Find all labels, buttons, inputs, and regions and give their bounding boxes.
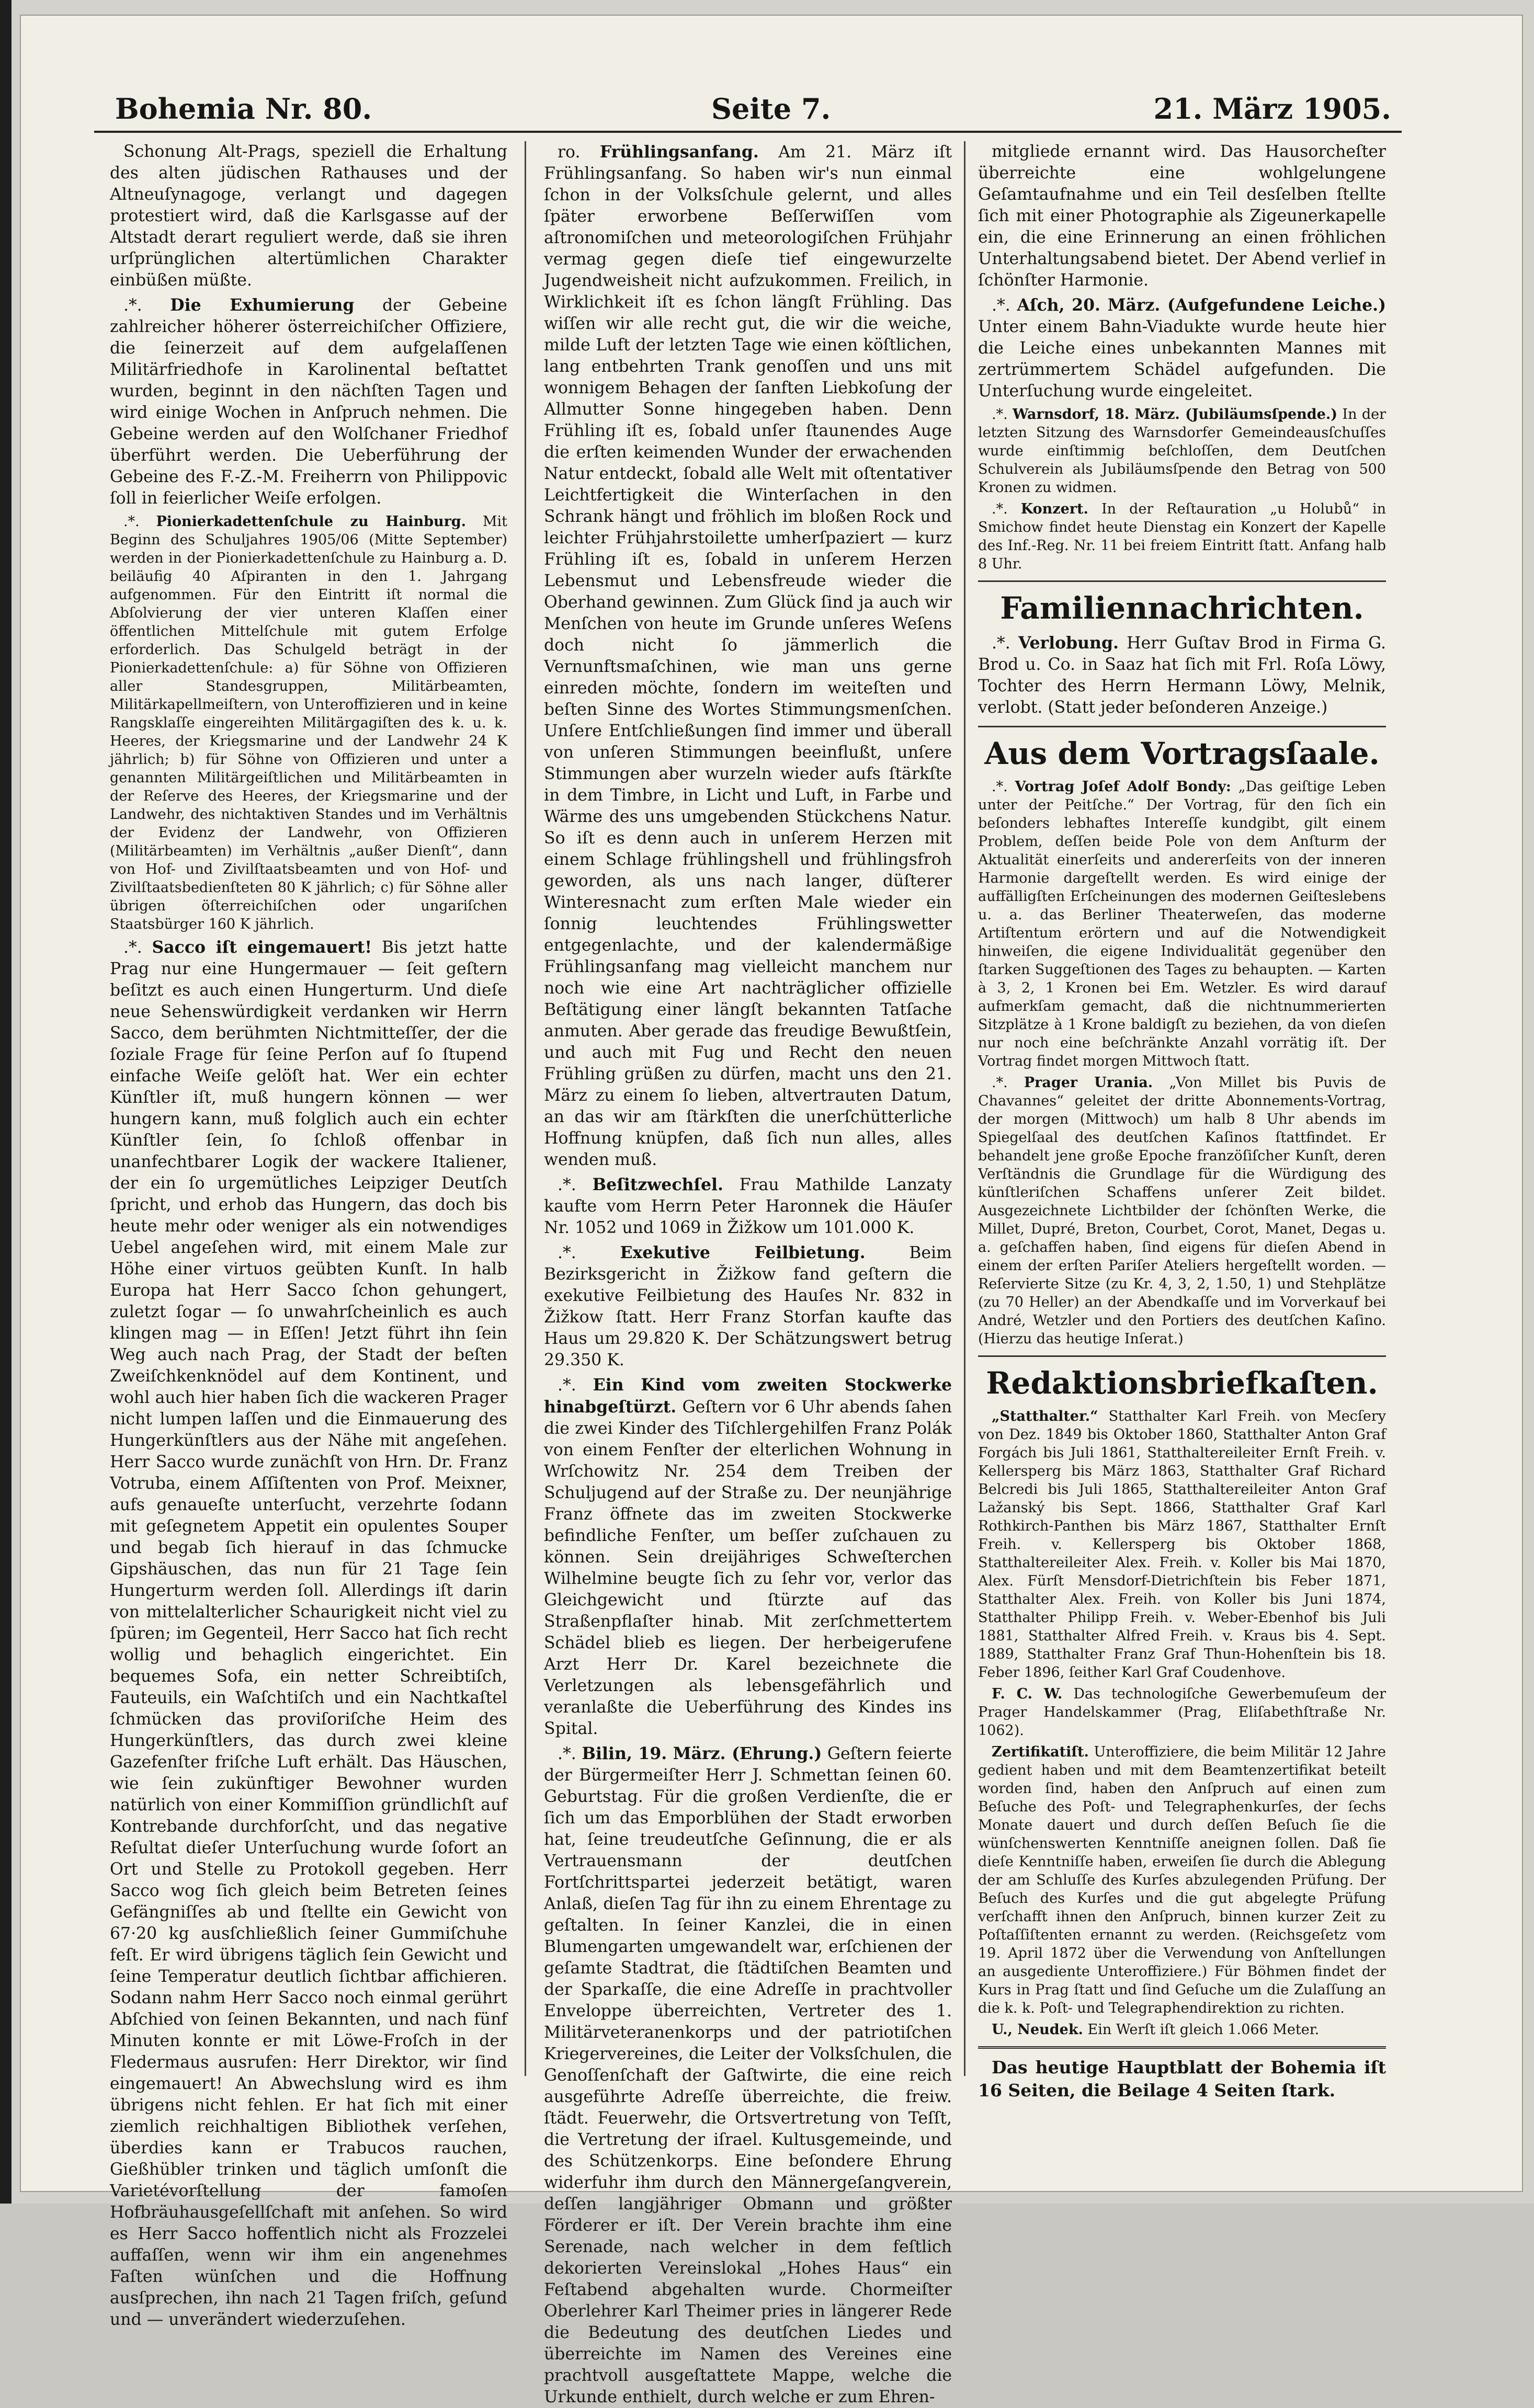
section-heading-editor: Redaktionsbriefkaſten.: [986, 1365, 1378, 1401]
column-2: [544, 141, 952, 2406]
article-headline: Konzert.: [1020, 501, 1088, 517]
article-continuation: mitgliede ernannt wird. Das Hausorcheſter überreichte eine wohlgelungene Geſamtaufnahme und ein Teil desſelben ſtellte ſich mit einer Photographie als Zigeunerkapelle ein, die eine Erinnerung an einen fröhlichen Unterhaltungsabend bietet. Der Abend verlief in ſchönſter Harmonie.: [978, 142, 1386, 290]
article-headline: Sacco iſt eingemauert!: [152, 938, 372, 957]
section-divider: [978, 1355, 1386, 1357]
article-headline: Ein Kind vom zweiten Stockwerke hinabgeſtürzt.: [544, 1375, 952, 1417]
article-headline: Prager Urania.: [1024, 1075, 1153, 1091]
column-1: [110, 141, 508, 2329]
article-headline: U., Neudek.: [992, 2022, 1083, 2038]
article-headline: Zertifikatiſt.: [992, 1744, 1089, 1760]
article-bilin: .*. Bilin, 19. März. (Ehrung.) Geſtern feierte der Bürgermeiſter Herr J. Schmettan ſeinen 60. Geburtstag. Für die großen Verdienſte, die er ſich um das Emporblühen der Stadt erworben hat, ſeine treudeutſche Geſinnung, die er als Vertrauensmann der deutſchen Fortſchrittspartei jederzeit betätigt, waren Anlaß, dieſen Tag für ihn zu einem Ehrentage zu geſtalten. In ſeiner Kanzlei, die in einen Blumengarten umgewandelt war, erſchienen der geſamte Stadtrat, die ſtädtiſchen Beamten und der Sparkaſſe, die eine Adreſſe in prachtvoller Enveloppe überreichten, Vertreter des 1. Militärveteranenkorps und der patriotiſchen Kriegervereines, die Leiter der Volksſchulen, die Genoſſenſchaft der Gaſtwirte, die eine reich ausgeführte Adreſſe überreichte, die freiw. ſtädt. Feuerwehr, die Ortsvertretung von Teſſt, die Vertretung der iſrael. Kultusgemeinde, und des Schützenkorps. Eine beſondere Ehrung widerfuhr ihm durch den Männergeſangverein, deſſen langjähriger Obmann und größter Förderer er iſt. Der Verein brachte ihm eine Serenade, nach welcher in dem feſtlich dekorierten Vereinslokal „Hohes Haus“ ein Feſtabend abgehalten wurde. Chormeiſter Oberlehrer Karl Theimer pries in längerer Rede die Bedeutung des deutſchen Liedes und überreichte im Namen des Vereines eine prachtvoll ausgeſtattete Mappe, welche die Urkunde enthielt, durch welche er zum Ehren-: [544, 1744, 952, 2406]
newspaper-page: [21, 16, 1522, 2406]
article-headline: Pionierkadettenſchule zu Hainburg.: [156, 513, 467, 530]
article-bondy-lecture: .*. Vortrag Joſef Adolf Bondy: „Das geiſtige Leben unter der Peitſche.“ Der Vortrag, für den ſich ein beſonders lebhaftes Intereſſe kundgibt, gilt einem Problem, deſſen beide Pole von dem Anſturm der Aktualität einerſeits und andererſeits von der inneren Harmonie dargeſtellt werden. Es wird einige der auffälligſten Erſcheinungen des modernen Geiſteslebens u. a. das Berliner Theaterweſen, das moderne Artiſtentum erörtern und auf die Notwendigkeit hinweiſen, die eigene Individualität gegenüber den ſtarken Suggeſtionen des Tages zu behaupten. — Karten à 3, 2, 1 Kronen bei Em. Wetzler. Es wird darauf aufmerkſam gemacht, daß die nichtnummerierten Sitzplätze à 1 Krone baldigſt zu beziehen, da von dieſen nur noch eine beſchränkte Anzahl vorrätig iſt. Der Vortrag findet morgen Mittwoch ſtatt.: [978, 779, 1386, 1069]
page-header: [94, 78, 1402, 133]
article-auction: .*. Exekutive Feilbietung. Beim Bezirksgericht in Žižkow fand geſtern die exekutive Feilbietung des Hauſes Nr. 832 in Žižkow ſtatt. Herr Franz Storfan kaufte das Haus um 29.820 K. Der Schätzungswert betrug 29.350 K.: [544, 1243, 952, 1370]
column-rule: [525, 141, 526, 2076]
article-asch: .*. Aſch, 20. März. (Aufgefundene Leiche.) Unter einem Bahn-Viadukte wurde heute hier die Leiche eines unbekannten Mannes mit zertrümmertem Schädel aufgefunden. Die Unterſuchung wurde eingeleitet.: [978, 295, 1386, 401]
section-divider: [978, 2046, 1386, 2049]
article-headline: „Statthalter.“: [992, 1408, 1098, 1424]
article-headline: Bilin, 19. März. (Ehrung.): [582, 1744, 822, 1763]
article-headline: Exekutive Feilbietung.: [620, 1243, 866, 1262]
article-headline: Die Exhumierung: [170, 295, 355, 315]
issue-date: 21. März 1905.: [1153, 92, 1391, 125]
article-headline: Verlobung.: [1018, 633, 1119, 653]
article-property-change: .*. Beſitzwechſel. Frau Mathilde Lanzaty kaufte vom Herrn Peter Haronnek die Häuſer Nr. 1052 und 1069 in Žižkow um 101.000 K.: [544, 1175, 952, 1237]
article-headline: Warnsdorf, 18. März. (Jubiläumsſpende.): [1013, 406, 1338, 423]
section-heading-family: Familiennachrichten.: [1000, 590, 1364, 626]
article-urania: .*. Prager Urania. „Von Millet bis Puvis de Chavannes“ geleitet der dritte Abonnements-Vortrag, der morgen (Mittwoch) um halb 8 Uhr abends im Spiegelſaal des deutſchen Kaſinos ſtattfindet. Er behandelt jene große Epoche franzöſiſcher Kunſt, deren Verſtändnis die Grundlage für die Würdigung des künſtleriſchen Schaffens unſerer Zeit bildet. Ausgezeichnete Lichtbilder der ſchönſten Werke, die Millet, Dupré, Breton, Courbet, Corot, Manet, Degas u. a. geſchaffen haben, ſind eigens für dieſen Abend in einem der erſten Pariſer Ateliers hergeſtellt worden. — Reſervierte Sitze (zu Kr. 4, 3, 2, 1.50, 1) und Stehplätze (zu 70 Heller) an der Abendkaſſe und im Vorverkauf bei André, Wetzler und den Portiers des deutſchen Kaſino. (Hierzu das heutige Inſerat.): [978, 1075, 1386, 1347]
article-headline: Aſch, 20. März. (Aufgefundene Leiche.): [1017, 295, 1386, 315]
article-child-fall: .*. Ein Kind vom zweiten Stockwerke hinabgeſtürzt. Geſtern vor 6 Uhr abends ſahen die zwei Kinder des Tiſchlergehilfen Franz Polák von einem Fenſter der elterlichen Wohnung in Wrſchowitz Nr. 254 dem Treiben der Schuljugend auf der Straße zu. Der neunjährige Franz öffnete das im zweiten Stockwerke befindliche Fenſter, um beſſer zuſchauen zu können. Sein dreijähriges Schweſterchen Wilhelmine beugte ſich zu ſehr vor, verlor das Gleichgewicht und ſtürzte auf das Straßenpflaſter hinab. Mit zerſchmettertem Schädel blieb es liegen. Der herbeigerufene Arzt Herr Dr. Karel bezeichnete die Verletzungen als lebensgefährlich und veranlaßte die Ueberführung des Kindes ins Spital.: [544, 1375, 952, 1738]
section-divider: [978, 726, 1386, 727]
viewer-edge: [0, 0, 12, 2204]
article-concert: .*. Konzert. In der Reſtauration „u Holubů“ in Smichow findet heute Dienstag ein Konzert der Kapelle des Inf.-Reg. Nr. 11 bei freiem Eintritt ſtatt. Anfang halb 8 Uhr.: [978, 501, 1386, 572]
article-paragraph: Schonung Alt-Prags, speziell die Erhaltung des alten jüdischen Rathauses und der Altneuſynagoge, verlangt und dagegen protestiert wird, daß die Karlsgasse auf der Altstadt derart reguliert werde, daß sie ihren urſprünglichen altertümlichen Charakter einbüßen müßte.: [110, 142, 507, 290]
article-headline: F. C. W.: [992, 1686, 1063, 1702]
column-3: [978, 141, 1387, 2101]
masthead-issue: Bohemia Nr. 80.: [115, 92, 372, 125]
article-sacco: .*. Sacco iſt eingemauert! Bis jetzt hatte Prag nur eine Hungermauer — ſeit geſtern beſitzt es auch einen Hungerturm. Und dieſe neue Sehenswürdigkeit verdanken wir Herrn Sacco, dem berühmten Nichtmitteſſer, der die ſoziale Frage für ſeine Perſon auf ſo ſtupend einfache Weiſe gelöſt hat. Wer ein echter Künſtler iſt, muß hungern können — wer hungern kann, muß folglich auch ein echter Künſtler ſein, ſo ſchloß offenbar in unanfechtbarer Logik der wackere Italiener, der ein ſo urgemütliches Leipziger Deutſch ſpricht, und erhob das Hungern, das doch bis heute mehr oder weniger als ein notwendiges Uebel angeſehen wird, mit einem Male zur Höhe einer virtuos geübten Kunſt. In halb Europa hat Herr Sacco ſchon gehungert, zuletzt ſogar — ſo unwahrſcheinlich es auch klingen mag — in Eſſen! Jetzt führt ihn ſein Weg auch nach Prag, der Stadt der beſten Zweiſchkenknödel auf dem Kontinent, und wohl auch hier haben ſich die wackeren Prager nicht lumpen laſſen und die Einmauerung des Hungerkünſtlers aus der Nähe mit angeſehen. Herr Sacco wurde zunächſt von Hrn. Dr. Franz Votruba, einem Aſſiſtenten von Prof. Meixner, aufs genaueſte unterſucht, verzehrte ſodann mit geſegnetem Appetit ein opulentes Souper und begab ſich hierauf in das ſchmucke Gipshäuschen, das nun für 21 Tage ſein Hungerturm werden ſoll. Allerdings iſt darin von mittelalterlicher Schaurigkeit nicht viel zu ſpüren; im Gegenteil, Herr Sacco hat ſich recht wollig und behaglich eingerichtet. Ein bequemes Sofa, ein netter Schreibtiſch, Fauteuils, ein Waſchtiſch und ein Nachtkaſtel ſchmücken das proviſoriſche Heim des Hungerkünſtlers, das durch zwei kleine Gazefenſter friſche Luft erhält. Das Häuschen, wie ſein zukünftiger Bewohner wurden natürlich von einer Kommiſſion gründlichſt auf Kontrebande durchforſcht, und das negative Reſultat dieſer Unterſuchung wurde ſofort an Ort und Stelle zu Protokoll gegeben. Herr Sacco wog ſich gleich beim Betreten ſeines Gefängniſſes ab und ſtellte ein Gewicht von 67·20 kg ausſchließlich ſeiner Gummiſchuhe feſt. Er wird übrigens täglich ſein Gewicht und ſeine Temperatur deutlich ſichtbar affichieren. Sodann nahm Herr Sacco noch einmal gerührt Abſchied von ſeinen Bekannten, und nach fünf Minuten konnte er mit Löwe-Froſch in der Fledermaus ausrufen: Herr Direktor, wir ſind eingemauert! An Abwechslung wird es ihm übrigens nicht fehlen. Er hat ſich mit einer ziemlich reichhaltigen Bibliothek verſehen, überdies kann er Trabucos rauchen, Gießhübler trinken und täglich umſonſt die Varietévorſtellung der famoſen Hofbräuhausgeſellſchaft mit anſehen. So wird es Herr Sacco hoffentlich nicht als Frozzelei auffaſſen, wenn wir ihm ein angenehmes Faſten wünſchen und die Hoffnung ausſprechen, ihn nach 21 Tagen friſch, geſund und — unverändert wiederzuſehen.: [110, 938, 508, 2329]
letterbox-governors: „Statthalter.“ Statthalter Karl Freih. von Mecſery von Dez. 1849 bis Oktober 1860, Statthalter Anton Graf Forgách bis Juli 1861, Statthaltereileiter Ernſt Freih. v. Kellersperg bis März 1863, Statthalter Graf Richard Belcredi bis Juli 1865, Statthaltereileiter Anton Graf Lažanský bis Sept. 1866, Statthalter Graf Karl Rothkirch-Panthen bis März 1867, Statthalter Ernſt Freih. v. Kellersperg bis Oktober 1868, Statthaltereileiter Alex. Freih. v. Koller bis Mai 1870, Alex. Fürſt Mensdorf-Dietrichſtein bis Feber 1871, Statthalter Alex. Freih. von Koller bis Juni 1874, Statthalter Philipp Freih. v. Weber-Ebenhof bis Juli 1881, Statthalter Alfred Freih. v. Kraus bis 4. Sept. 1889, Statthalter Franz Graf Thun-Hohenſtein bis 18. Feber 1896, ſeither Karl Graf Coudenhove.: [978, 1408, 1386, 1681]
article-engagement: .*. Verlobung. Herr Guſtav Brod in Firma G. Brod u. Co. in Saaz hat ſich mit Frl. Roſa Löwy, Tochter des Herrn Hermann Löwy, Melnik, verlobt. (Statt jeder beſonderen Anzeige.): [978, 633, 1387, 717]
article-spring: ro. Frühlingsanfang. Am 21. März iſt Frühlingsanfang. So haben wir's nun einmal ſchon in der Volksſchule gelernt, und alles ſpäter erworbene Beſſerwiſſen vom aſtronomiſchen und meteorologiſchen Frühjahr vermag gegen dieſe tief eingewurzelte Jugendweisheit nicht aufzukommen. Freilich, in Wirklichkeit iſt es ſchon längſt Frühling. Das wiſſen wir alle recht gut, die wir die weiche, milde Luft der letzten Tage wie einen köſtlichen, lang entbehrten Trank genoſſen und uns mit wonnigem Behagen der ſanften Liebkoſung der Allmutter Sonne hingegeben haben. Denn Frühling iſt es, ſobald unſer ſtaunendes Auge die erſten keimenden Wunder der erwachenden Natur entdeckt, ſobald alle Welt mit oſtentativer Leichtfertigkeit die Winterſachen in den Schrank hängt und fröhlich im bloßen Rock und leichter Frühjahrstoilette umherſpaziert — kurz Frühling iſt es, ſobald in unſerem Herzen Lebensmut und Lebensfreude wieder die Oberhand gewinnen. Zum Glück ſind ja auch wir Menſchen von heute im Grunde unſeres Weſens doch nicht ſo jämmerlich die Vernunftsmaſchinen, wie man uns gerne einreden möchte, ſondern im weiteſten und beſten Sinne des Wortes Stimmungsmenſchen. Unſere Entſchließungen ſind immer und überall von unſeren Stimmungen beeinflußt, unſere Stimmungen aber wurzeln wieder aufs ſtärkſte in dem Timbre, in Licht und Luft, in Farbe und Wärme des uns umgebenden Stückchens Natur. So iſt es denn auch in unſerem Herzen mit einem Schlage frühlingshell und frühlingsfroh geworden, als uns nach langer, düſterer Winteresnacht zum erſten Male wieder ein ſonnig leuchtendes Frühlingswetter entgegenlachte, und der kalendermäßige Frühlingsanfang mag vielleicht manchem nur noch wie eine Art nachträglicher offizielle Beſtätigung einer längſt bekannten Tatſache anmuten. Aber gerade das freudige Bewußtſein, und auch mit Fug und Recht den neuen Frühling grüßen zu dürfen, macht uns den 21. März zu einem ſo lieben, altvertrauten Datum, an das wir am ſtärkſten die unerſchütterliche Hoffnung knüpfen, daß ſich nun alles, alles wenden muß.: [544, 142, 952, 1169]
page-number: Seite 7.: [711, 92, 831, 125]
section-divider: [978, 580, 1386, 582]
article-pioneer-school: .*. Pionierkadettenſchule zu Hainburg. Mit Beginn des Schuljahres 1905/06 (Mitte September) werden in der Pionierkadettenſchule zu Hainburg a. D. beiläufig 40 Aſpiranten in den 1. Jahrgang aufgenommen. Für den Eintritt iſt normal die Abſolvierung der vier unteren Klaſſen einer öffentlichen Mittelſchule mit gutem Erfolge erforderlich. Das Schulgeld beträgt in der Pionierkadettenſchule: a) für Söhne von Offizieren aller Standesgruppen, Militärbeamten, Militärkapellmeiſtern, von Unteroffizieren und in keine Rangsklaſſe eingereihten Militärgagiſten des k. u. k. Heeres, der Kriegsmarine und der Landwehr 24 K jährlich; b) für Söhne von Offizieren und unter a genannten Militärgeiſtlichen und Militärbeamten in der Reſerve des Heeres, der Kriegsmarine und der Landwehr, des nichtaktiven Standes und im Verhältnis der Evidenz der Landwehr, von Offizieren (Militärbeamten) im Verhältnis „außer Dienſt“, dann von Hof- und Zivilſtaatsbeamten und von Hof- und Zivilſtaatsbedienſteten 80 K jährlich; c) für Söhne aller übrigen öſterreichiſchen oder ungariſchen Staatsbürger 160 K jährlich.: [110, 513, 507, 932]
article-exhumation: .*. Die Exhumierung der Gebeine zahlreicher höherer österreichiſcher Offiziere, die ſeinerzeit auf dem aufgelaſſenen Militärfriedhofe in Karolinental beſtattet wurden, beginnt in den nächſten Tagen und wird einige Wochen in Anſpruch nehmen. Die Gebeine werden auf den Wolſchaner Friedhof überführt werden. Die Ueberführung der Gebeine des F.-Z.-M. Freiherrn von Philippovic ſoll in feierlicher Weiſe erfolgen.: [110, 295, 507, 508]
letterbox-certificate: Zertifikatiſt. Unteroffiziere, die beim Militär 12 Jahre gedient haben und mit dem Beamtenzertifikat beteilt worden ſind, haben den Anſpruch auf einen zum Beſuche des Poſt- und Telegraphenkurſes, der ſechs Monate dauert und durch deſſen Beſuch ſie die wünſchenswerten Kenntniſſe aneignen ſollen. Daß ſie dieſe Kenntniſſe haben, erweiſen ſie durch die Ablegung der am Schluſſe des Kurſes abzulegenden Prüfung. Der Beſuch des Kurſes und die gut abgelegte Prüfung verſchafft ihnen den Anſpruch, binnen kurzer Zeit zu Poſtaſſiſtenten ernannt zu werden. (Reichsgeſetz vom 19. April 1872 über die Verwendung von Anſtellungen an ausgediente Unteroffiziere.) Für Böhmen findet der Kurs in Prag ſtatt und ſind Geſuche um die Zulaſſung an die k. k. Poſt- und Telegraphendirektion zu richten.: [978, 1744, 1386, 2016]
article-warnsdorf: .*. Warnsdorf, 18. März. (Jubiläumsſpende.) In der letzten Sitzung des Warnsdorfer Gemeindeausſchuſſes wurde einſtimmig beſchloſſen, dem Deutſchen Schulverein als Jubiläumsſpende den Betrag von 500 Kronen zu widmen.: [978, 406, 1387, 496]
page-count-notice: Das heutige Hauptblatt der Bohemia iſt 16 Seiten, die Beilage 4 Seiten ſtark.: [978, 2057, 1386, 2101]
letterbox-museum: F. C. W. Das technologiſche Gewerbemuſeum der Prager Handelskammer (Prag, Eliſabethſtraße Nr. 1062).: [978, 1686, 1386, 1739]
article-headline: Beſitzwechſel.: [592, 1175, 723, 1194]
section-heading-lecture: Aus dem Vortragsſaale.: [984, 736, 1380, 771]
article-headline: Vortrag Joſef Adolf Bondy:: [1015, 779, 1231, 795]
column-rule: [964, 141, 965, 2076]
article-headline: Frühlingsanfang.: [599, 142, 759, 162]
letterbox-werst: U., Neudek. Ein Werſt iſt gleich 1.066 Meter.: [992, 2022, 1320, 2038]
